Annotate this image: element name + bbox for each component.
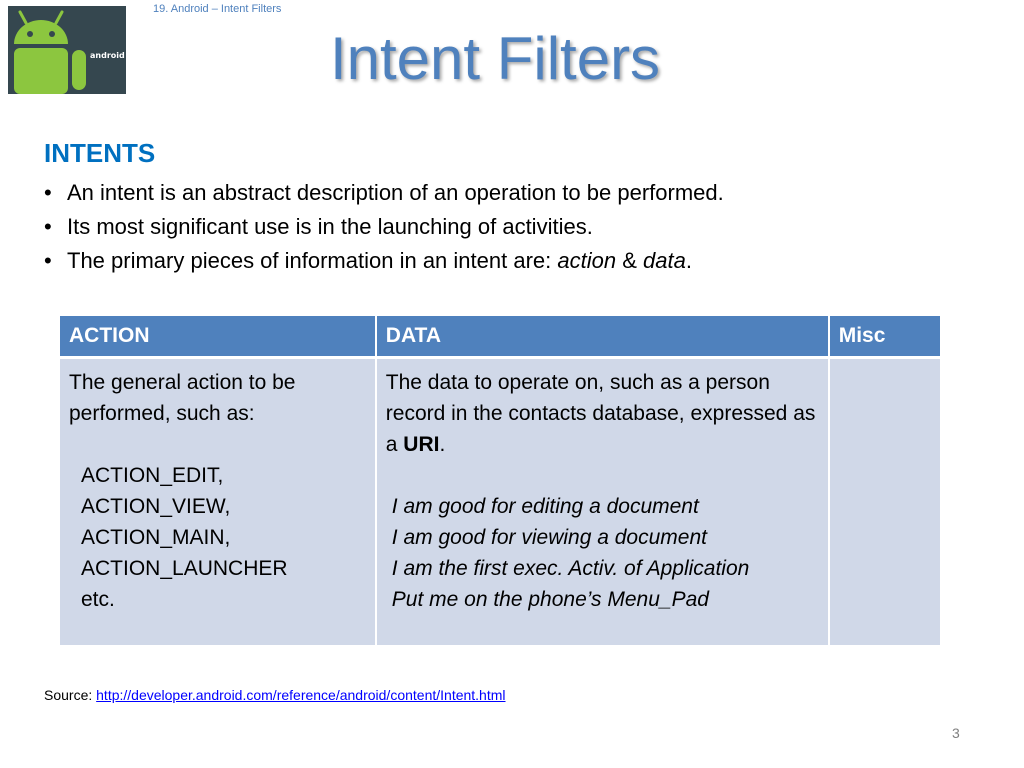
action-item: ACTION_VIEW,	[81, 495, 231, 518]
bullet-text: The primary pieces of information in an intent are:	[67, 248, 558, 273]
action-list	[69, 460, 366, 615]
data-item: I am good for editing a document	[391, 495, 699, 518]
bullet-period: .	[685, 248, 692, 273]
action-item: ACTION_LAUNCHER	[81, 557, 288, 580]
bullet-icon: •	[44, 180, 52, 205]
bullet-emphasis-data: data	[642, 248, 686, 273]
action-item: etc.	[81, 588, 115, 611]
breadcrumb: 19. Android – Intent Filters	[153, 3, 282, 15]
bullet-icon: •	[44, 248, 52, 273]
source-link[interactable]: http://developer.android.com/reference/android/content/Intent.html	[96, 687, 506, 703]
data-description	[386, 367, 819, 460]
bullet-ampersand: &	[616, 248, 643, 273]
bullet-item	[44, 244, 984, 278]
bullet-item	[44, 210, 984, 244]
section-heading: INTENTS	[44, 138, 156, 168]
data-item: Put me on the phone’s Menu_Pad	[391, 588, 709, 611]
source-label: Source:	[44, 687, 97, 703]
bullet-icon: •	[44, 214, 52, 239]
data-list	[386, 491, 819, 615]
action-item: ACTION_EDIT,	[81, 464, 224, 487]
data-item: I am the first exec. Activ. of Application	[391, 557, 750, 580]
header-action: ACTION	[60, 316, 376, 358]
data-description-end: .	[439, 433, 446, 456]
bullet-list	[44, 176, 984, 278]
bullet-text: An intent is an abstract description of an operation to be performed.	[67, 180, 724, 205]
data-description-text: The data to operate on, such as a person record in the contacts database, expressed as a	[385, 371, 816, 456]
page-number: 3	[952, 725, 960, 741]
action-description: The general action to be performed, such as:	[69, 371, 296, 425]
table-header-row	[60, 316, 940, 358]
bullet-item	[44, 176, 984, 210]
logo-wordmark: android	[90, 51, 125, 60]
misc-cell	[829, 358, 940, 646]
data-item: I am good for viewing a document	[391, 526, 707, 549]
data-cell	[376, 358, 829, 646]
uri-term: URI	[403, 433, 440, 456]
header-misc: Misc	[829, 316, 940, 358]
source-citation	[44, 687, 506, 703]
slide-title: Intent Filters	[329, 25, 661, 92]
action-item: ACTION_MAIN,	[81, 526, 231, 549]
bullet-emphasis-action: action	[557, 248, 617, 273]
header-data: DATA	[376, 316, 829, 358]
intent-table	[60, 316, 940, 645]
bullet-text: Its most significant use is in the launching of activities.	[67, 214, 593, 239]
action-cell	[60, 358, 376, 646]
table-row	[60, 358, 940, 646]
